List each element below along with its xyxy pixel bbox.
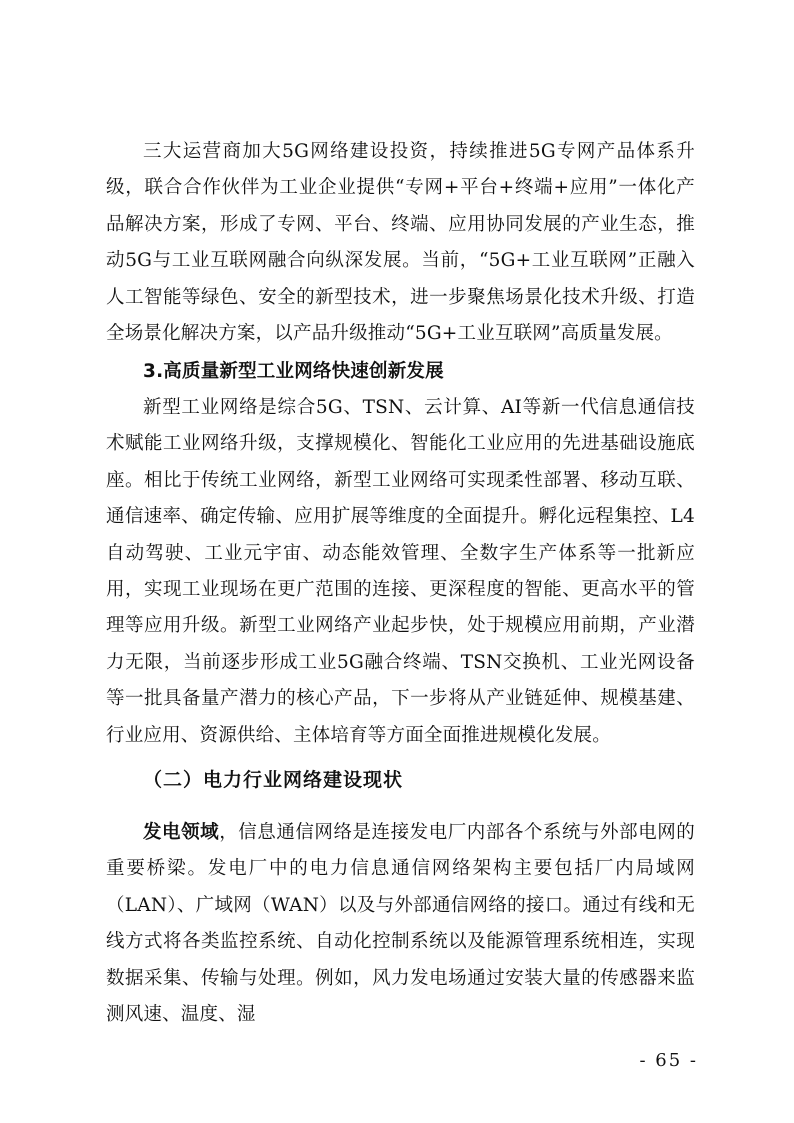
page-number: - 65 - xyxy=(639,1050,698,1071)
paragraph-lead-term: 发电领域 xyxy=(143,822,220,843)
paragraph-body: ，信息通信网络是连接发电厂内部各个系统与外部电网的重要桥梁。发电厂中的电力信息通信网络架构主要包括厂内局域网（LAN）、广域网（WAN）以及与外部通信网络的接口。通过有线和无线方式将各类监控系统、自动化控制系统以及能源管理系统相连，实现数据采集、传输与处理。例如，风力发电场通过安装大量的传感器来监测风速、温度、湿 xyxy=(106,822,695,1026)
section-heading-2: （二）电力行业网络建设现状 xyxy=(143,769,404,791)
section-heading-3: 3.高质量新型工业网络快速创新发展 xyxy=(143,361,444,382)
paragraph: 三大运营商加大5G网络建设投资，持续推进5G专网产品体系升级，联合合作伙伴为工业企业提供“专网+平台+终端+应用”一体化产品解决方案，形成了专网、平台、终端、应用协同发展的产业生态，推动5G与工业互联网融合向纵深发展。当前，“5G+工业互联网”正融入人工智能等绿色、安全的新型技术，进一步聚焦场景化技术升级、打造全场景化解决方案，以产品升级推动“5G+工业互联网”高质量发展。 xyxy=(106,141,695,345)
paragraph xyxy=(106,815,695,1033)
paragraph: 新型工业网络是综合5G、TSN、云计算、AI等新一代信息通信技术赋能工业网络升级，支撑规模化、智能化工业应用的先进基础设施底座。相比于传统工业网络，新型工业网络可实现柔性部署、移动互联、通信速率、确定传输、应用扩展等维度的全面提升。孵化远程集控、L4自动驾驶、工业元宇宙、动态能效管理、全数字生产体系等一批新应用，实现工业现场在更广范围的连接、更深程度的智能、更高水平的管理等应用升级。新型工业网络产业起步快，处于规模应用前期，产业潜力无限，当前逐步形成工业5G融合终端、TSN交换机、工业光网设备等一批具备量产潜力的核心产品，下一步将从产业链延伸、规模基建、行业应用、资源供给、主体培育等方面全面推进规模化发展。 xyxy=(106,397,695,746)
